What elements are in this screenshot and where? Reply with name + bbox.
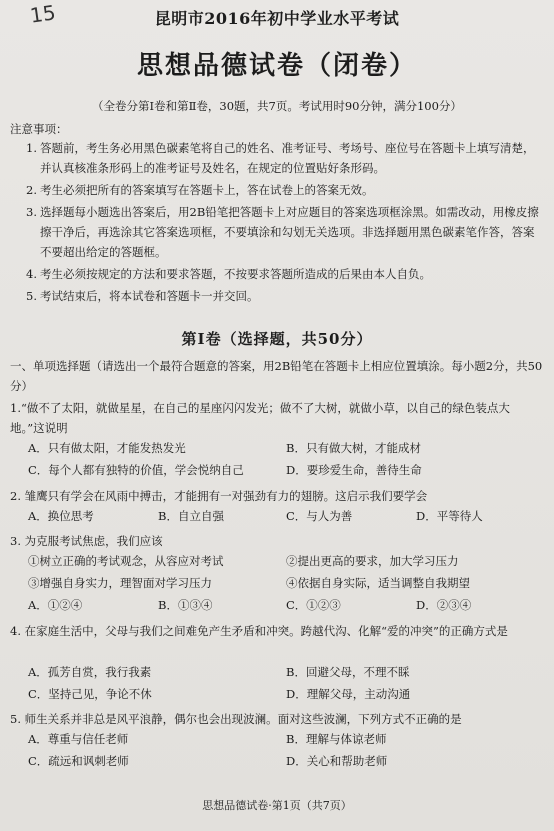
- option-row: [28, 753, 544, 773]
- note-item: [26, 202, 542, 262]
- option-row: [28, 508, 544, 528]
- exam-subnote: （全卷分第Ⅰ卷和第Ⅱ卷，30题，共7页。考试用时90分钟，满分100分）: [92, 99, 462, 113]
- note-number: 1.: [26, 141, 37, 155]
- question-stem: 3. 为克服考试焦虑，我们应该: [10, 534, 163, 548]
- answer-option: D．要珍爱生命，善待生命: [286, 463, 422, 477]
- note-text: 考生必须按规定的方法和要求答题，不按要求答题所造成的后果由本人自负。: [40, 267, 431, 281]
- answer-option: A．①②④: [28, 598, 83, 612]
- notes-title: 注意事项：: [10, 122, 68, 136]
- note-text: 考生必须把所有的答案填写在答题卡上，答在试卷上的答案无效。: [40, 183, 374, 197]
- answer-option: D．关心和帮助老师: [286, 754, 388, 768]
- exam-title: 思想品德试卷（闭卷）: [136, 51, 417, 81]
- answer-option: A．换位思考: [28, 509, 94, 523]
- answer-option: B．理解与体谅老师: [286, 732, 387, 746]
- option-row: [28, 597, 544, 617]
- answer-option: C．每个人都有独特的价值，学会悦纳自己: [28, 463, 244, 477]
- answer-option: C．①②③: [286, 598, 341, 612]
- answer-option: C．与人为善: [286, 509, 353, 523]
- page-footer: 思想品德试卷·第1页（共7页）: [202, 799, 352, 812]
- answer-option: D．平等待人: [416, 509, 483, 523]
- note-number: 4.: [26, 267, 37, 281]
- statement-item: ①树立正确的考试观念，从容应对考试: [28, 554, 224, 568]
- note-item: [26, 286, 542, 306]
- question-stem: 1.“做不了太阳，就做星星，在自己的星座闪闪发光；做不了大树，就做小草，以自己的绿色装点大地。”这说明: [10, 401, 510, 435]
- note-number: 5.: [26, 289, 37, 303]
- note-item: [26, 264, 542, 284]
- note-text: 考试结束后，将本试卷和答题卡一并交回。: [40, 289, 259, 303]
- note-text: 选择题每小题选出答案后，用2B铅笔把答题卡上对应题目的答案选项框涂黑。如需改动，用橡皮擦擦干净后，再选涂其它答案选项框，不要填涂和勾划无关选项。非选择题用黑色碳素笔作答，答案不要超出给定的答题框。: [40, 205, 539, 259]
- question-stem: 5. 师生关系并非总是风平浪静，偶尔也会出现波澜。面对这些波澜，下列方式不正确的是: [10, 712, 462, 726]
- note-text: 答题前，考生务必用黑色碳素笔将自己的姓名、准考证号、考场号、座位号在答题卡上填写清楚，并认真核准条形码上的准考证号及姓名，在规定的位置贴好条形码。: [40, 141, 535, 175]
- answer-option: D．理解父母，主动沟通: [286, 687, 411, 701]
- statement-row: [28, 575, 544, 595]
- part-heading: 一、单项选择题（请选出一个最符合题意的答案，用2B铅笔在答题卡上相应位置填涂。每小题2分，共50分）: [10, 359, 543, 393]
- note-item: [26, 138, 542, 178]
- answer-option: B．自立自强: [158, 509, 224, 523]
- note-item: [26, 180, 542, 200]
- statement-row: [28, 553, 544, 573]
- section-title: 第Ⅰ卷（选择题，共50分）: [181, 330, 373, 348]
- answer-option: B．回避父母，不理不睬: [286, 665, 410, 679]
- statement-item: ③增强自身实力，理智面对学习压力: [28, 576, 212, 590]
- answer-option: A．孤芳自赏，我行我素: [28, 665, 152, 679]
- answer-option: B．①③④: [158, 598, 213, 612]
- question-stem: 2. 雏鹰只有学会在风雨中搏击，才能拥有一对强劲有力的翅膀。这启示我们要学会: [10, 489, 428, 503]
- answer-option: A．尊重与信任老师: [28, 732, 129, 746]
- answer-option: B．只有做大树，才能成材: [286, 441, 421, 455]
- note-number: 2.: [26, 183, 37, 197]
- option-row: [28, 731, 544, 751]
- option-row: [28, 440, 544, 460]
- statement-item: ②提出更高的要求，加大学习压力: [286, 554, 459, 568]
- answer-option: C．疏远和讽刺老师: [28, 754, 129, 768]
- note-number: 3.: [26, 205, 37, 219]
- answer-option: D．②③④: [416, 598, 472, 612]
- answer-option: A．只有做太阳，才能发热发光: [28, 441, 186, 455]
- option-row: [28, 686, 544, 706]
- exam-header: 昆明市2016年初中学业水平考试: [154, 9, 400, 28]
- statement-item: ④依据自身实际，适当调整自我期望: [286, 576, 470, 590]
- question-stem: 4. 在家庭生活中，父母与我们之间难免产生矛盾和冲突。跨越代沟、化解“爱的冲突”的正确方式是: [10, 624, 508, 638]
- answer-option: C．坚持己见，争论不休: [28, 687, 152, 701]
- option-row: [28, 664, 544, 684]
- handwritten-page-number: 15: [28, 0, 57, 28]
- option-row: [28, 462, 544, 482]
